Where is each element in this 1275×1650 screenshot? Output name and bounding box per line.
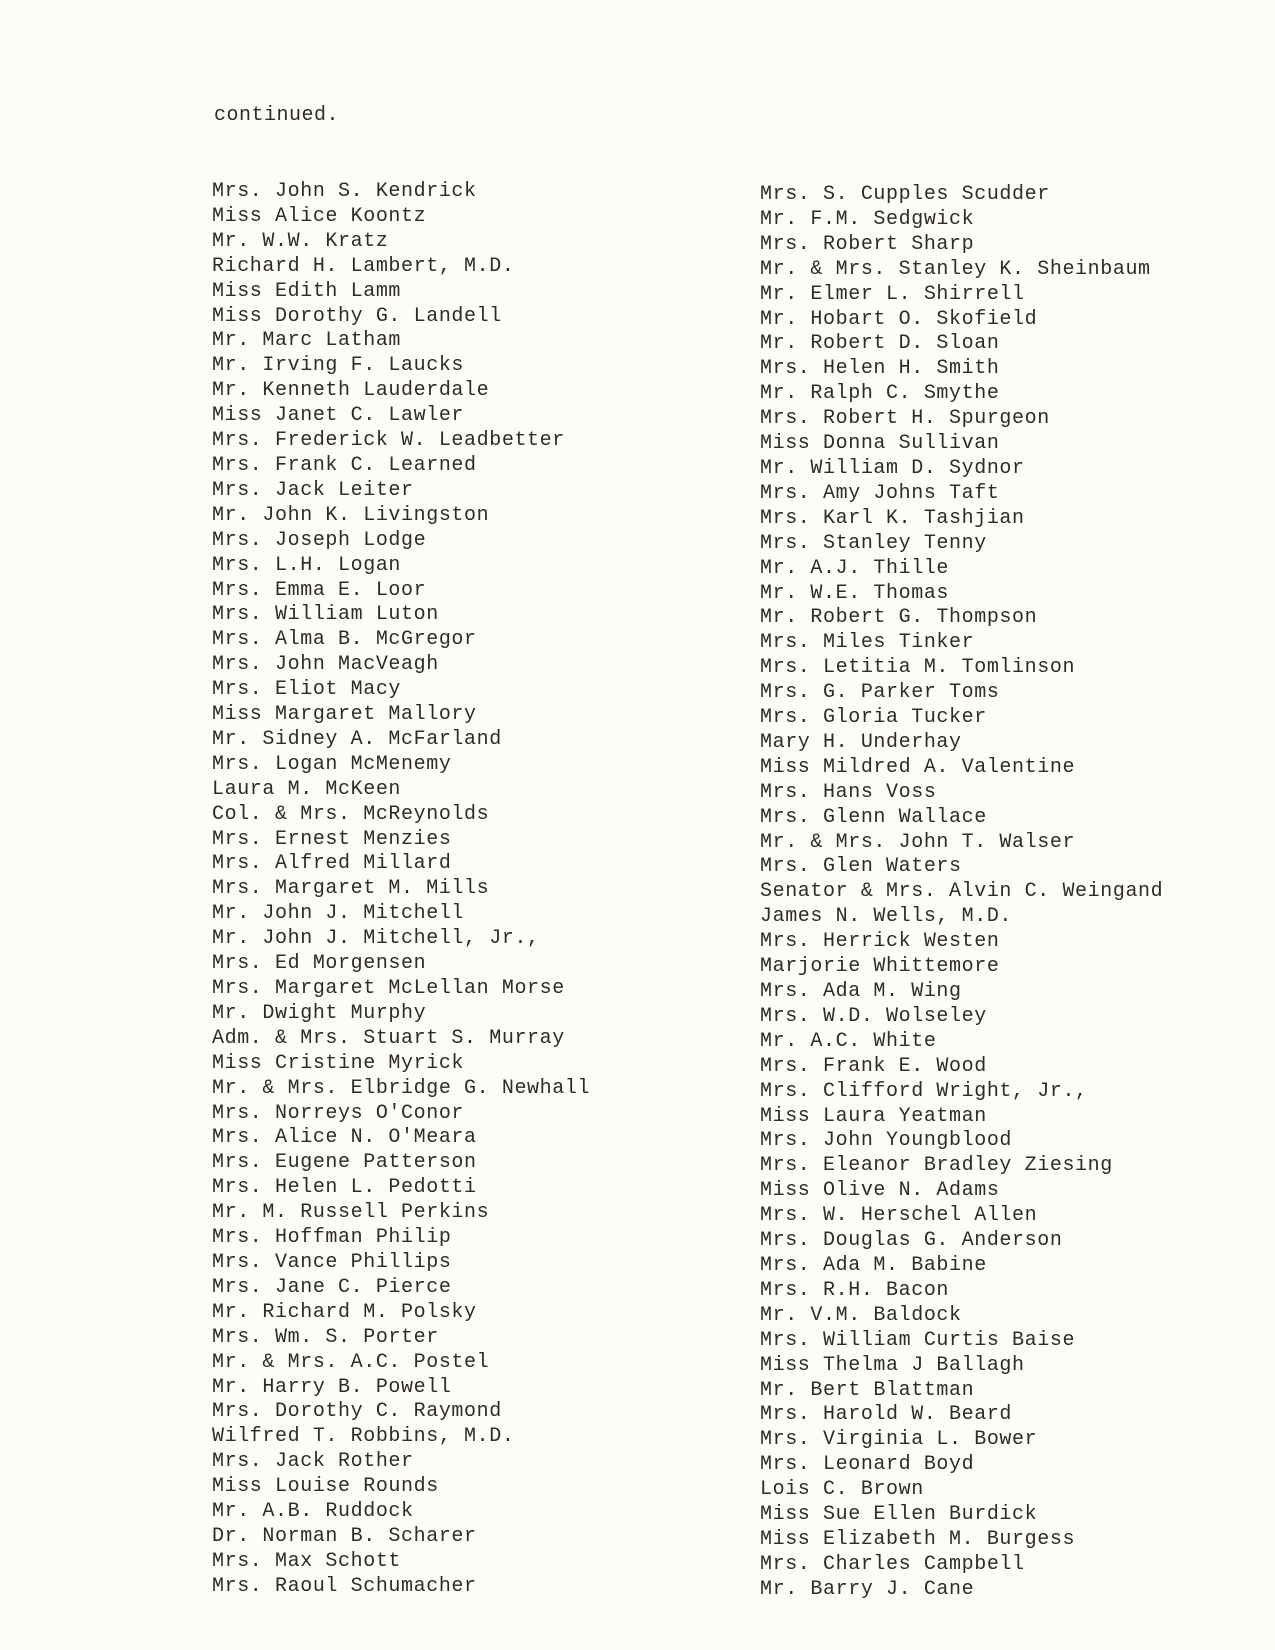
name-entry: Adm. & Mrs. Stuart S. Murray [212,1026,565,1050]
name-entry: Mrs. Wm. S. Porter [212,1325,439,1349]
name-entry: Mr. John J. Mitchell [212,902,465,926]
name-entry: Mr. & Mrs. Stanley K. Sheinbaum [760,257,1151,281]
name-list-left [212,180,590,1600]
name-entry: Mrs. Ada M. Babine [760,1253,987,1277]
name-entry: Mrs. Robert Sharp [760,232,975,256]
name-entry: Mr. Hobart O. Skofield [760,307,1038,331]
name-entry: Mr. & Mrs. A.C. Postel [212,1350,490,1374]
name-entry: Mrs. Jane C. Pierce [212,1275,452,1299]
name-entry: Mr. Robert D. Sloan [760,332,1000,356]
name-entry: Wilfred T. Robbins, M.D. [212,1425,515,1449]
name-entry: Mrs. Clifford Wright, Jr., [760,1079,1088,1103]
name-entry: Col. & Mrs. McReynolds [212,802,490,826]
name-entry: Mrs. Hoffman Philip [212,1226,452,1250]
name-entry: Mrs. Vance Phillips [212,1250,452,1274]
name-entry: Mrs. William Curtis Baise [760,1328,1076,1352]
name-entry: Mrs. Gloria Tucker [760,706,987,730]
name-entry: Mrs. W.D. Wolseley [760,1004,987,1028]
name-entry: Laura M. McKeen [212,777,402,801]
name-entry: Lois C. Brown [760,1478,924,1502]
name-entry: Miss Edith Lamm [212,279,402,303]
name-entry: Miss Olive N. Adams [760,1179,1000,1203]
name-entry: Mrs. William Luton [212,603,439,627]
name-entry: Mrs. Ernest Menzies [212,827,452,851]
name-entry: Mr. Marc Latham [212,329,402,353]
name-entry: Miss Dorothy G. Landell [212,304,502,328]
name-entry: Mrs. Frank C. Learned [212,453,477,477]
name-entry: Mrs. Frank E. Wood [760,1054,987,1078]
name-entry: Mrs. Emma E. Loor [212,578,427,602]
name-entry: Mrs. Dorothy C. Raymond [212,1400,502,1424]
name-entry: Mrs. Raoul Schumacher [212,1574,477,1598]
name-entry: Mrs. L.H. Logan [212,553,402,577]
name-entry: Mrs. Stanley Tenny [760,531,987,555]
name-entry: Mr. & Mrs. John T. Walser [760,830,1076,854]
name-entry: Mrs. Jack Leiter [212,478,414,502]
name-entry: Mrs. Margaret M. Mills [212,877,490,901]
name-entry: Mr. Irving F. Laucks [212,354,465,378]
name-entry: Mrs. W. Herschel Allen [760,1204,1038,1228]
name-entry: Mrs. John S. Kendrick [212,180,477,203]
name-entry: Mrs. Letitia M. Tomlinson [760,656,1076,680]
name-entry: Mr. Elmer L. Shirrell [760,282,1025,306]
name-entry: Mary H. Underhay [760,730,962,754]
name-entry: Mr. Robert G. Thompson [760,606,1038,630]
name-entry: Mr. M. Russell Perkins [212,1201,490,1225]
name-entry: Mrs. Helen H. Smith [760,357,1000,381]
name-entry: Mrs. John Youngblood [760,1129,1013,1153]
name-list-right [760,183,1163,1603]
name-entry: Miss Laura Yeatman [760,1104,987,1128]
name-entry: Mr. W.E. Thomas [760,581,950,605]
name-entry: Mr. Sidney A. McFarland [212,727,502,751]
name-entry: Mrs. Ada M. Wing [760,980,962,1003]
name-entry: Miss Donna Sullivan [760,432,1000,456]
name-entry: Miss Thelma J Ballagh [760,1353,1025,1377]
name-entry: Mrs. Glenn Wallace [760,805,987,829]
name-entry: Mrs. Logan McMenemy [212,752,452,776]
name-entry: Mr. A.C. White [760,1029,937,1053]
name-entry: Mr. V.M. Baldock [760,1303,962,1327]
name-entry: Mrs. Alfred Millard [212,852,452,876]
name-entry: Mrs. Helen L. Pedotti [212,1176,477,1200]
name-entry: Mr. John J. Mitchell, Jr., [212,927,540,951]
name-entry: Mrs. R.H. Bacon [760,1278,950,1302]
name-entry: Miss Elizabeth M. Burgess [760,1527,1076,1551]
name-entry: Mrs. Hans Voss [760,780,937,804]
name-entry: Mrs. Jack Rother [212,1450,414,1474]
name-entry: Mrs. Eleanor Bradley Ziesing [760,1154,1113,1178]
name-entry: Miss Cristine Myrick [212,1051,465,1075]
name-entry: James N. Wells, M.D. [760,905,1013,929]
name-entry: Mrs. Margaret McLellan Morse [212,977,565,1000]
name-entry: Mrs. Robert H. Spurgeon [760,407,1050,431]
name-entry: Mrs. Herrick Westen [760,930,1000,954]
name-entry: Miss Sue Ellen Burdick [760,1503,1038,1527]
name-entry: Mr. & Mrs. Elbridge G. Newhall [212,1076,591,1100]
name-entry: Mrs. Virginia L. Bower [760,1428,1038,1452]
name-entry: Mrs. Karl K. Tashjian [760,506,1025,530]
name-entry: Mrs. Harold W. Beard [760,1403,1013,1427]
name-entry: Mrs. Joseph Lodge [212,528,427,552]
name-entry: Mrs. Eugene Patterson [212,1151,477,1175]
name-entry: Mrs. John MacVeagh [212,653,439,677]
name-entry: Mr. Harry B. Powell [212,1375,452,1399]
name-entry: Mrs. Amy Johns Taft [760,481,1000,505]
name-entry: Mr. W.W. Kratz [212,229,389,253]
name-entry: Mr. Barry J. Cane [760,1577,975,1601]
name-entry: Mr. Kenneth Lauderdale [212,379,490,403]
name-entry: Mrs. Charles Campbell [760,1552,1025,1576]
page-heading: continued. [214,104,340,127]
name-entry: Mrs. Norreys O'Conor [212,1101,465,1125]
name-entry: Mrs. S. Cupples Scudder [760,183,1050,206]
name-entry: Mrs. Alice N. O'Meara [212,1126,477,1150]
name-entry: Miss Margaret Mallory [212,703,477,727]
name-entry: Mr. Bert Blattman [760,1378,975,1402]
name-entry: Mr. A.B. Ruddock [212,1500,414,1524]
name-entry: Mr. John K. Livingston [212,503,490,527]
name-entry: Miss Louise Rounds [212,1475,439,1499]
name-entry: Mr. Dwight Murphy [212,1001,427,1025]
name-entry: Mrs. Frederick W. Leadbetter [212,429,565,453]
name-entry: Mrs. Eliot Macy [212,678,402,702]
name-entry: Mrs. Max Schott [212,1549,402,1573]
name-entry: Marjorie Whittemore [760,955,1000,979]
name-entry: Richard H. Lambert, M.D. [212,254,515,278]
name-entry: Mrs. Alma B. McGregor [212,628,477,652]
name-entry: Miss Mildred A. Valentine [760,755,1076,779]
name-entry: Mrs. Miles Tinker [760,631,975,655]
name-entry: Mr. Richard M. Polsky [212,1300,477,1324]
name-entry: Mrs. Ed Morgensen [212,952,427,976]
name-entry: Mrs. G. Parker Toms [760,681,1000,705]
name-entry: Mr. A.J. Thille [760,556,950,580]
name-entry: Dr. Norman B. Scharer [212,1524,477,1548]
name-entry: Mrs. Leonard Boyd [760,1453,975,1477]
name-entry: Miss Alice Koontz [212,204,427,228]
name-entry: Senator & Mrs. Alvin C. Weingand [760,880,1164,904]
name-entry: Mr. F.M. Sedgwick [760,207,975,231]
name-entry: Mr. Ralph C. Smythe [760,382,1000,406]
name-entry: Mr. William D. Sydnor [760,456,1025,480]
name-entry: Miss Janet C. Lawler [212,404,465,428]
name-entry: Mrs. Glen Waters [760,855,962,879]
name-entry: Mrs. Douglas G. Anderson [760,1229,1063,1253]
